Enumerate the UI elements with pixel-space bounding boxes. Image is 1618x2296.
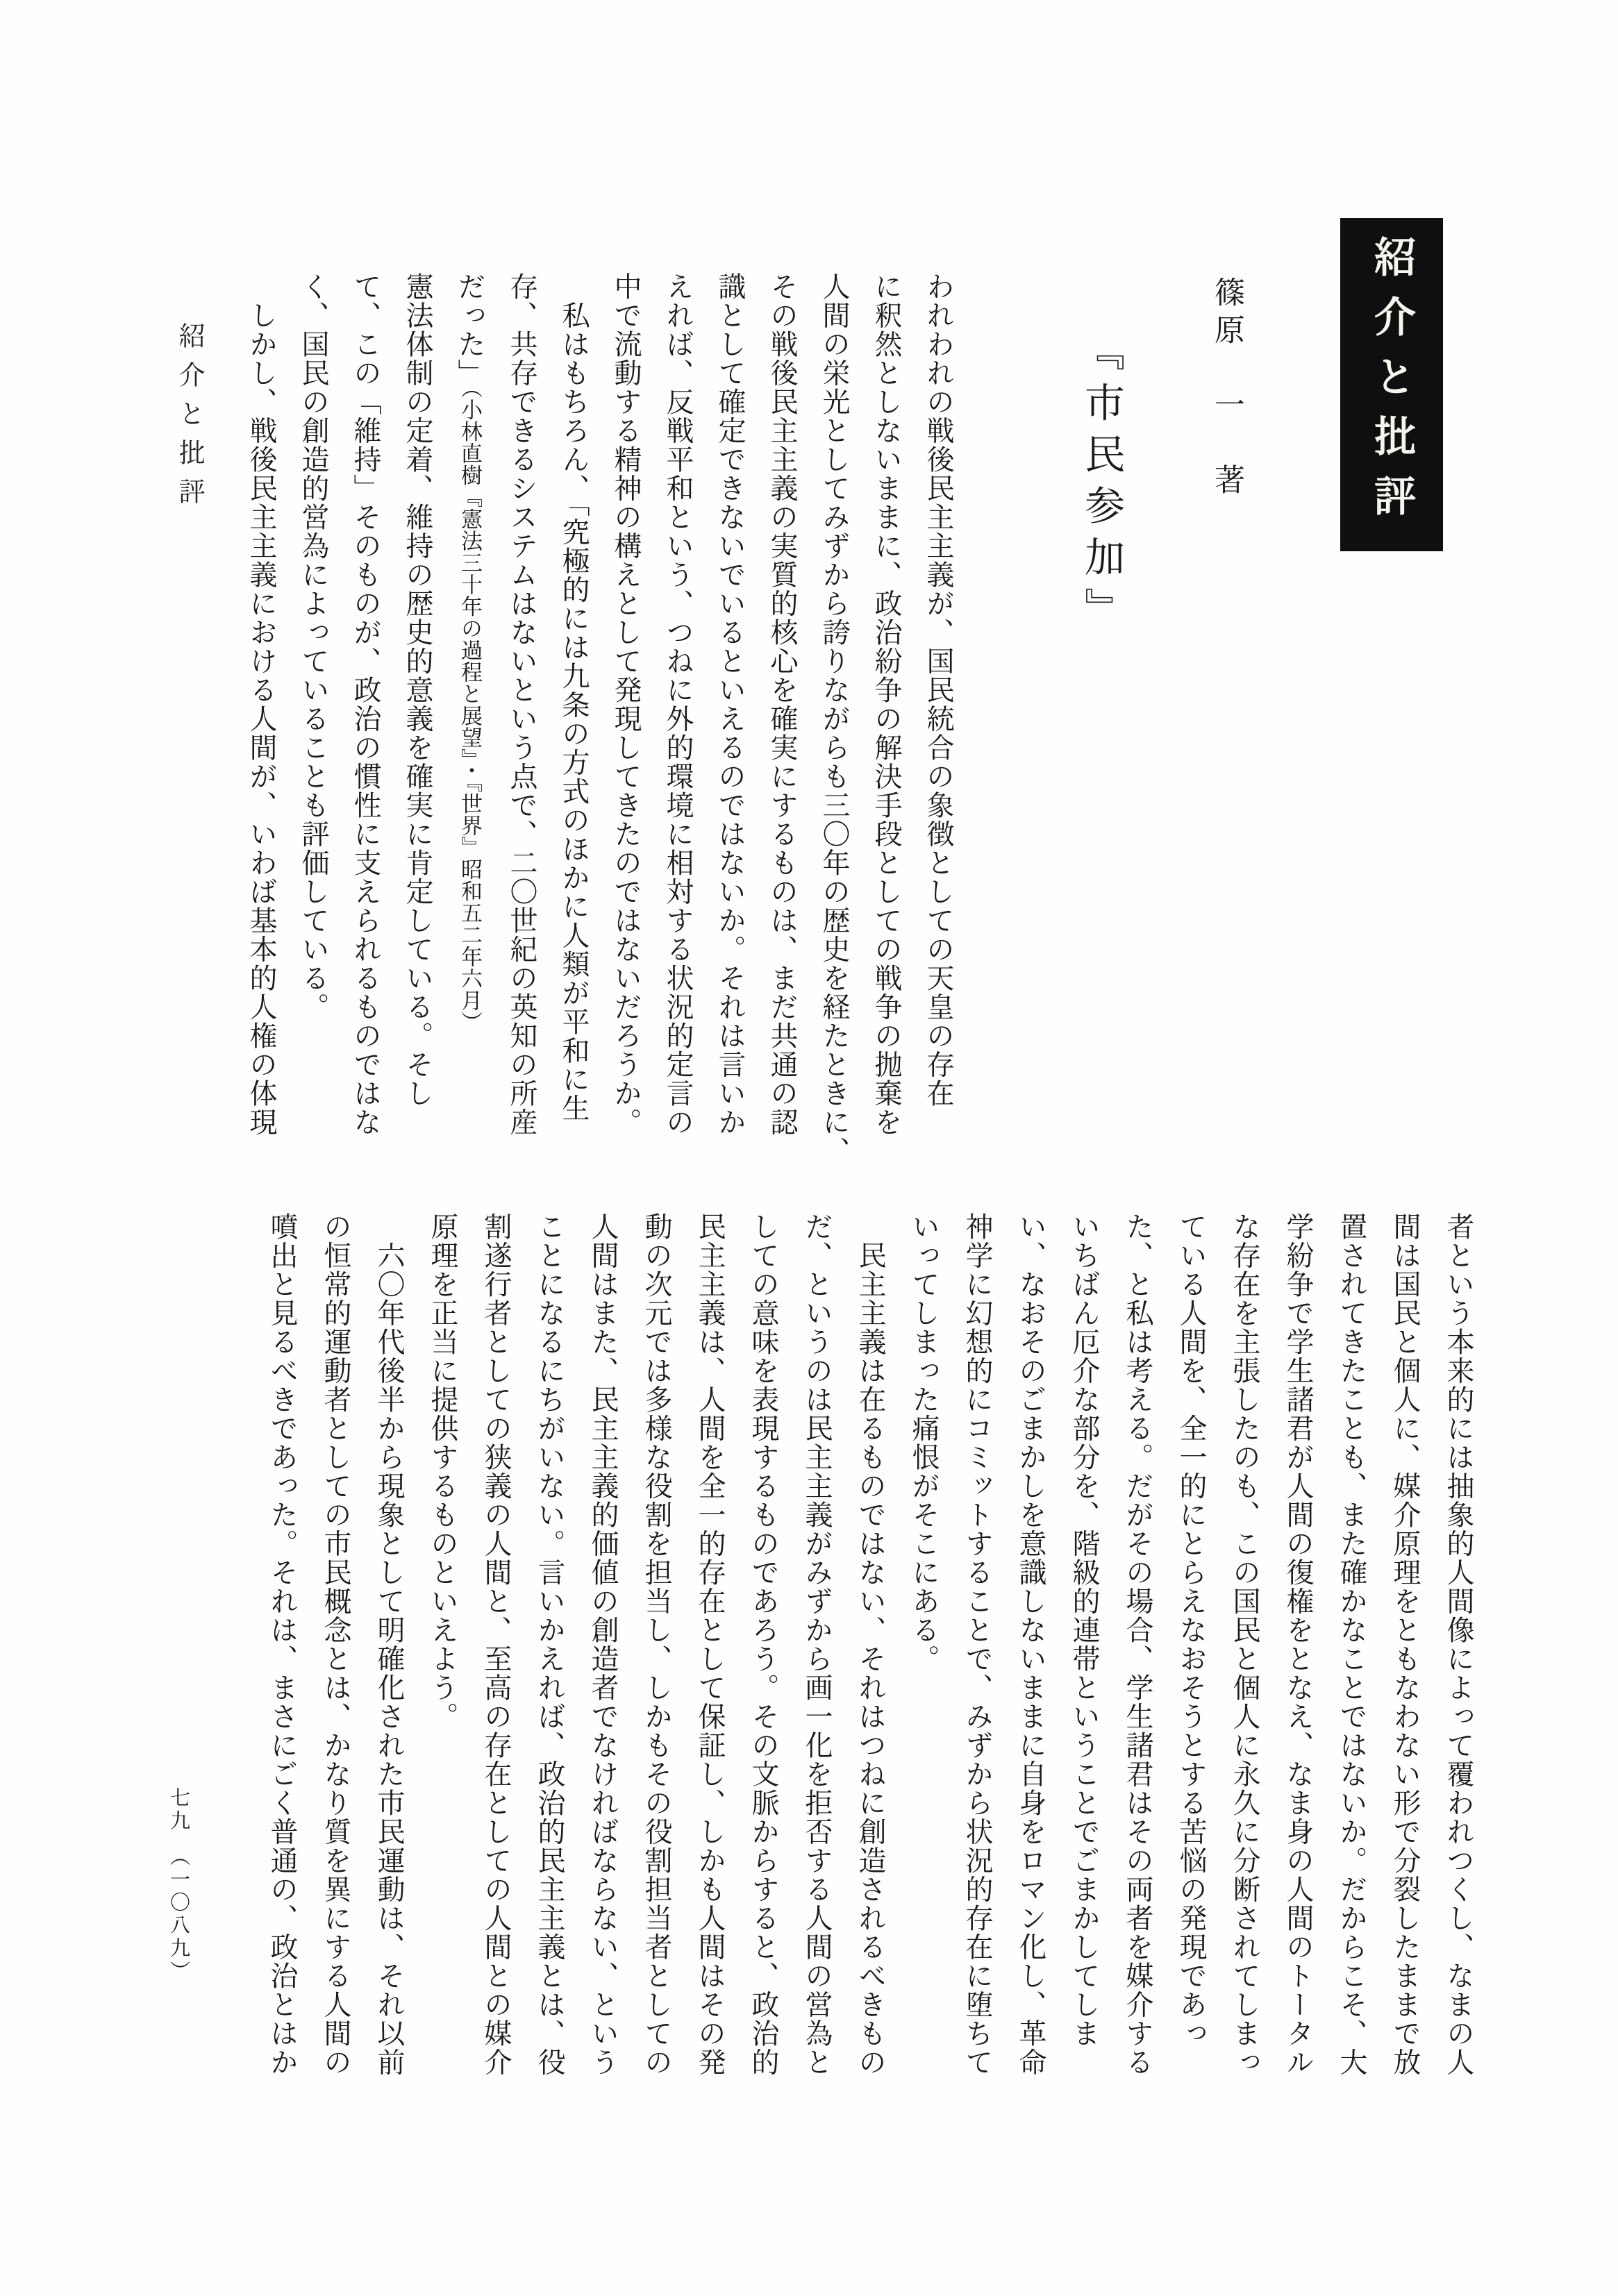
page-number: 七九 （一〇八九） <box>167 1787 191 1984</box>
text-column: 割遂行者としての狭義の人間と、至高の存在としての人間との媒介 <box>480 1212 512 2077</box>
text-column: しての意味を表現するものであろう。その文脈からすると、政治的 <box>747 1212 779 2077</box>
text-column: だった」（小林直樹『憲法三十年の過程と展望』・『世界』昭和五二年六月） <box>453 272 485 1033</box>
text-column: いってしまった痛恨がそこにある。 <box>908 1212 940 1673</box>
text-column: な存在を主張したのも、この国民と個人に永久に分断されてしまっ <box>1228 1212 1260 2077</box>
text-column: く、国民の創造的営為によっていることも評価している。 <box>297 272 329 1021</box>
review-body-top <box>235 272 964 1196</box>
text-column: ことになるにちがいない。言いかえれば、政治的民主主義とは、役 <box>533 1212 565 2077</box>
text-column: いちばん厄介な部分を、階級的連帯ということでごまかしてしま <box>1068 1212 1100 2048</box>
text-column: 六〇年代後半から現象として明確化された市民運動は、それ以前 <box>373 1212 405 2077</box>
author-name: 篠原 一 著 <box>1209 276 1244 501</box>
text-column: 置されてきたことも、また確かなことではないか。だからこそ、大 <box>1335 1212 1367 2077</box>
text-column: 私はもちろん、「究極的には九条の方式のほかに人類が平和に生 <box>558 272 590 1123</box>
text-column: 原理を正当に提供するものといえよう。 <box>426 1212 458 1731</box>
section-header-label: 紹介と批評 <box>1367 235 1416 534</box>
book-title: 『市民参加』 <box>1078 330 1125 639</box>
citation-text: （小林直樹『憲法三十年の過程と展望』・『世界』昭和五二年六月） <box>457 387 482 1033</box>
text-column: 人間はまた、民主主義的価値の創造者でなければならない、という <box>587 1212 619 2077</box>
text-column: 識として確定できないでいるといえるのではないか。それは言いか <box>714 272 746 1137</box>
text-column: 者という本来的には抽象的人間像によって覆われつくし、なまの人 <box>1442 1212 1474 2077</box>
text-column: しかし、戦後民主主義における人間が、いわば基本的人権の体現 <box>245 272 277 1137</box>
text-column: ている人間を、全一的にとらえなおそうとする苦悩の発現であっ <box>1175 1212 1207 2048</box>
text-column: 神学に幻想的にコミットすることで、みずから状況的存在に堕ちて <box>961 1212 993 2077</box>
text-column: 存、共存できるシステムはないという点で、二〇世紀の英知の所産 <box>506 272 537 1137</box>
text-column: 噴出と見るべきであった。それは、まさにごく普通の、政治とはか <box>266 1212 298 2077</box>
text-column: 中で流動する精神の構えとして発現してきたのではないだろうか。 <box>610 272 642 1137</box>
running-title: 紹介と批評 <box>174 322 205 517</box>
text-column: えれば、反戦平和という、つねに外的環境に相対する状況的定言の <box>662 272 694 1137</box>
text-column: 間は国民と個人に、媒介原理をともなわない形で分裂したままで放 <box>1389 1212 1421 2077</box>
text-column: その戦後民主主義の実質的核心を確実にするものは、まだ共通の認 <box>766 272 798 1137</box>
text-column: て、この「維持」そのものが、政治の慣性に支えられるものではな <box>349 272 381 1137</box>
text-column: 動の次元では多様な役割を担当し、しかもその役割担当者としての <box>640 1212 672 2077</box>
text-column: 学紛争で学生諸君が人間の復権をとなえ、なま身の人間のトータル <box>1282 1212 1314 2077</box>
text-column: 民主主義は在るものではない、それはつねに創造されるべきもの <box>854 1212 886 2077</box>
text-column: に釈然としないままに、政治紛争の解決手段としての戦争の抛棄を <box>870 272 902 1137</box>
text-column: 憲法体制の定着、維持の歴史的意義を確実に肯定している。そし <box>401 272 433 1108</box>
review-body-bottom <box>255 1212 1485 2122</box>
text-column: だ、というのは民主主義がみずから画一化を拒否する人間の営為と <box>801 1212 833 2077</box>
text-column: 人間の栄光としてみずから誇りながらも三〇年の歴史を経たときに、 <box>818 272 850 1166</box>
text-column: た、と私は考える。だがその場合、学生諸君はその両者を媒介する <box>1121 1212 1153 2077</box>
text-column: 民主主義は、人間を全一的存在として保証し、しかも人間はその発 <box>694 1212 726 2077</box>
text-column: の恒常的運動者としての市民概念とは、かなり質を異にする人間の <box>319 1212 351 2077</box>
text-column: われわれの戦後民主主義が、国民統合の象徴としての天皇の存在 <box>922 272 954 1108</box>
section-header-box <box>1340 218 1443 551</box>
text-column: い、なおそのごまかしを意識しないままに自身をロマン化し、革命 <box>1015 1212 1046 2077</box>
